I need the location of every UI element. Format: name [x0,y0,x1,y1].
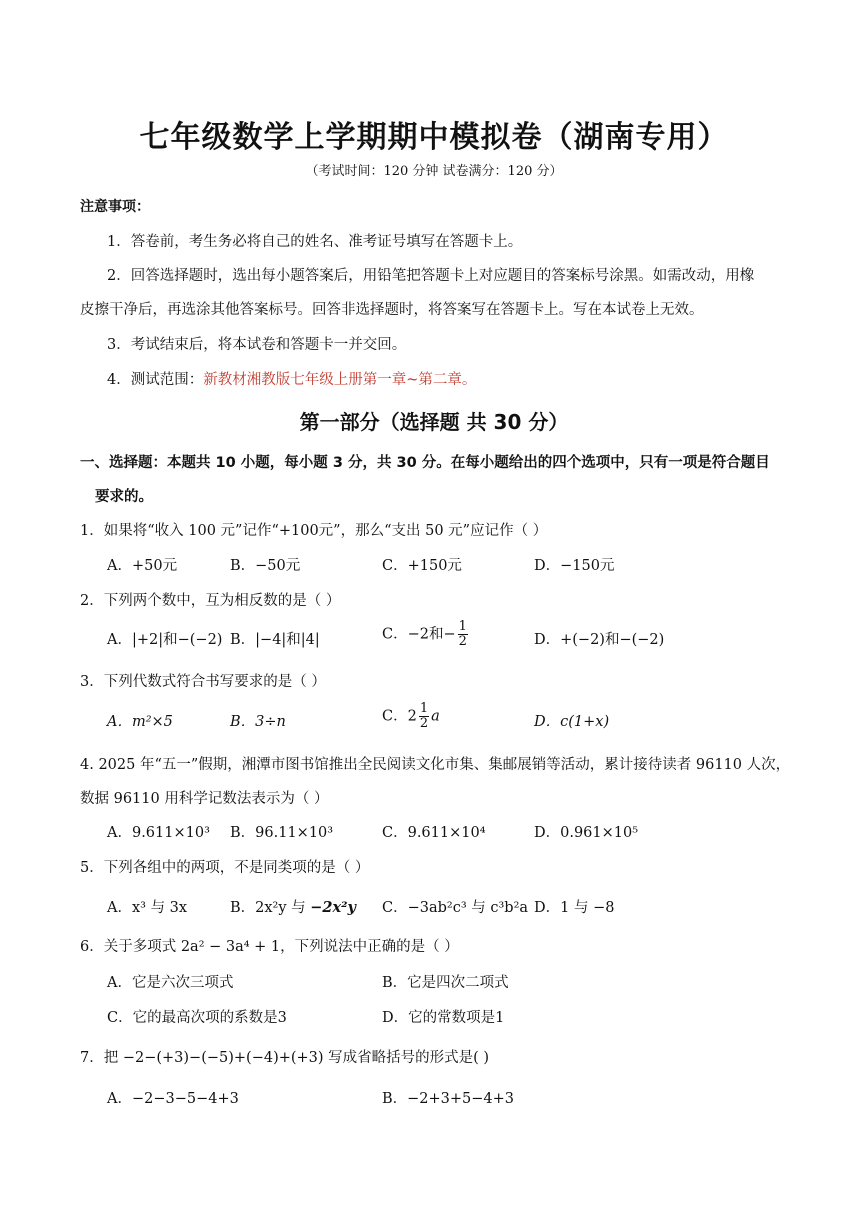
q5-option-b-text: B．2x²y 与 [230,900,311,916]
question-7: 7．把 −2−(+3)−(−5)+(−4)+(+3) 写成省略括号的形式是( ) [80,1050,490,1066]
q4-option-b: B．96.11×10³ [230,825,334,841]
question-5: 5．下列各组中的两项，不是同类项的是（ ） [80,860,370,876]
note-item-2-cont: 皮擦干净后，再选涂其他答案标号。回答非选择题时，将答案写在答题卡上。写在本试卷上无效。 [80,302,704,318]
q7-option-a: A．−2−3−5−4+3 [107,1091,239,1107]
fraction [458,620,468,649]
q3-option-c-var: a [431,708,440,725]
q2-option-b: B．|−4|和|4| [230,632,320,648]
q5-option-b [230,896,356,917]
q5-option-d: D．1 与 −8 [534,900,615,916]
q6-option-d: D．它的常数项是1 [382,1010,505,1026]
q6-option-c: C．它的最高次项的系数是3 [107,1010,287,1026]
part-one-heading: 第一部分（选择题 共 30 分） [299,410,569,434]
notes-heading: 注意事项： [80,199,150,215]
section-heading: 一、选择题：本题共 10 小题，每小题 3 分，共 30 分。在每小题给出的四个选项中，只有一项是符合题目 [80,455,770,471]
fraction-denominator: 2 [419,716,429,731]
q1-option-d: D．−150元 [534,558,615,574]
exam-info: （考试时间：120 分钟 试卷满分：120 分） [305,164,563,179]
q6-option-a: A．它是六次三项式 [107,975,234,991]
note-item-2: 2．回答选择题时，选出每小题答案后，用铅笔把答题卡上对应题目的答案标号涂黑。如需改动，用橡 [107,268,755,284]
q4-option-a: A．9.611×10³ [107,825,210,841]
question-4: 4. 2025 年“五一”假期，湘潭市图书馆推出全民阅读文化市集、集邮展销等活动，累计接待读者 96110 人次， [80,757,791,773]
q3-option-a: A．m²×5 [107,714,173,730]
note-item-1: 1．答卷前，考生务必将自己的姓名、准考证号填写在答题卡上。 [107,234,523,250]
page-title: 七年级数学上学期期中模拟卷（湖南专用） [139,120,729,155]
q6-option-b: B．它是四次二项式 [382,975,509,991]
note-item-4-label: 4．测试范围： [107,372,204,388]
q1-option-b: B．−50元 [230,558,301,574]
fraction-numerator: 1 [419,701,429,716]
question-4-cont: 数据 96110 用科学记数法表示为（ ） [80,791,329,807]
q2-option-a: A．|+2|和−(−2) [107,632,223,648]
q3-option-b: B．3÷n [230,714,286,730]
question-3: 3．下列代数式符合书写要求的是（ ） [80,674,326,690]
q5-option-a: A．x³ 与 3x [107,900,188,916]
q2-option-c-text: C．−2和− [382,626,456,643]
fraction-numerator: 1 [458,619,467,634]
test-scope: 新教材湘教版七年级上册第一章~第二章。 [203,372,477,388]
q5-option-b-bold: −2x²y [310,899,356,916]
q1-option-c: C．+150元 [382,558,462,574]
q7-option-b: B．−2+3+5−4+3 [382,1091,515,1107]
q5-option-c: C．−3ab²c³ 与 c³b²a [382,900,529,916]
note-item-4 [107,368,476,389]
q3-option-c [382,702,440,731]
q3-option-c-text: C．2 [382,708,417,725]
q2-option-d: D．+(−2)和−(−2) [534,632,665,648]
q4-option-c: C．9.611×10⁴ [382,825,486,841]
note-item-3: 3．考试结束后，将本试卷和答题卡一并交回。 [107,337,407,353]
fraction-denominator: 2 [458,634,467,649]
section-heading-cont: 要求的。 [95,489,153,505]
question-2: 2．下列两个数中，互为相反数的是（ ） [80,593,341,609]
q4-option-d: D．0.961×10⁵ [534,825,639,841]
q2-option-c [382,620,470,649]
question-6: 6．关于多项式 2a² − 3a⁴ + 1，下列说法中正确的是（ ） [80,939,459,955]
fraction [419,702,429,731]
q3-option-d: D．c(1+x) [534,714,610,730]
question-1: 1．如果将“收入 100 元”记作“+100元”，那么“支出 50 元”应记作（ ） [80,523,548,539]
q1-option-a: A．+50元 [107,558,178,574]
